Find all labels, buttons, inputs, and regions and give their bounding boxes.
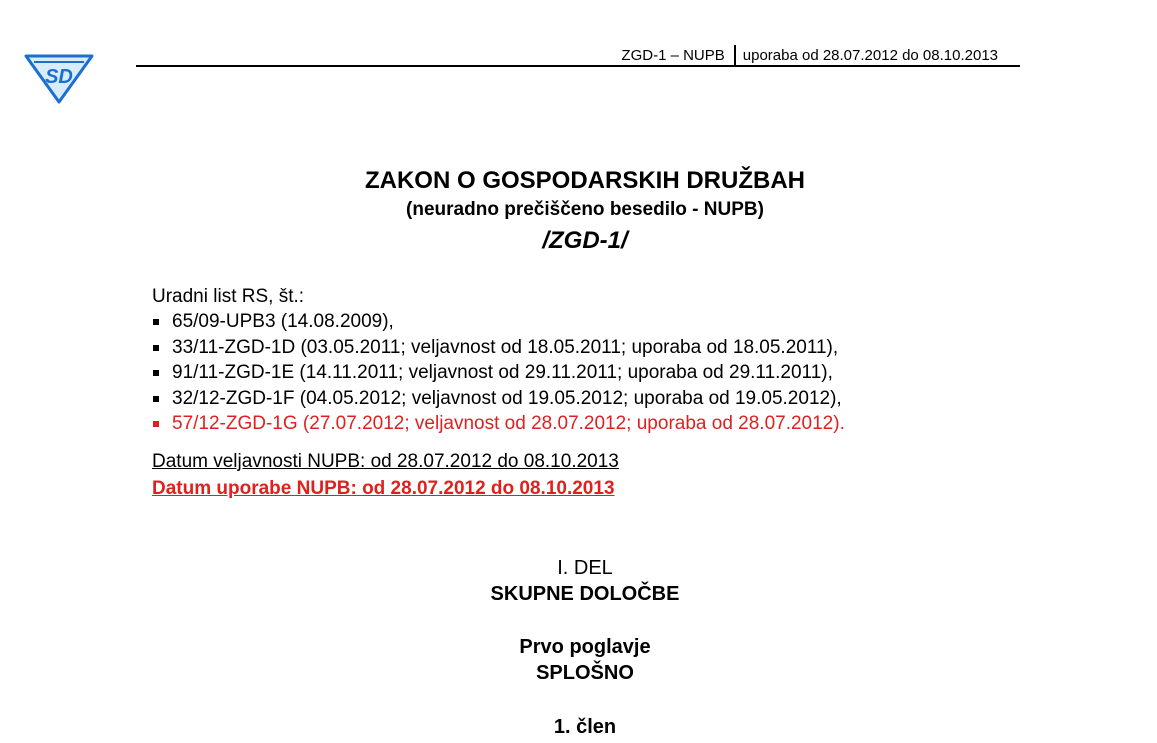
document-short-name: /ZGD-1/: [542, 227, 628, 254]
gazette-item: 33/11-ZGD-1D (03.05.2011; veljavnost od 18.05.2011; uporaba od 18.05.2011),: [152, 335, 845, 361]
validity-date: Datum veljavnosti NUPB: od 28.07.2012 do 08.10.2013: [152, 451, 619, 472]
sd-shield-logo-icon: [22, 50, 96, 104]
chapter-title: SPLOŠNO: [536, 662, 634, 684]
usage-date: Datum uporabe NUPB: od 28.07.2012 do 08.10.2013: [152, 478, 615, 499]
page-header: [136, 42, 1020, 67]
part-number: I. DEL: [557, 557, 613, 579]
gazette-label: Uradni list RS, št.:: [152, 286, 305, 307]
part-title: SKUPNE DOLOČBE: [490, 583, 680, 605]
bullet-icon: [153, 319, 159, 325]
bullet-icon: [153, 345, 159, 351]
gazette-item: 91/11-ZGD-1E (14.11.2011; veljavnost od 29.11.2011; uporaba od 29.11.2011),: [152, 360, 845, 386]
header-meta: [621, 45, 998, 65]
svg-text:SD: SD: [45, 66, 73, 88]
header-usage-period: uporaba od 28.07.2012 do 08.10.2013: [742, 47, 998, 64]
header-separator: [734, 45, 736, 65]
document-subtitle: (neuradno prečiščeno besedilo - NUPB): [406, 199, 764, 220]
bullet-icon: [153, 396, 159, 402]
header-doc-code: ZGD-1 – NUPB: [621, 47, 725, 64]
gazette-item-current: 57/12-ZGD-1G (27.07.2012; veljavnost od 28.07.2012; uporaba od 28.07.2012).: [152, 411, 845, 437]
chapter-number: Prvo poglavje: [519, 636, 651, 658]
gazette-list: [152, 284, 845, 437]
document-title: ZAKON O GOSPODARSKIH DRUŽBAH: [364, 167, 805, 194]
bullet-icon: [153, 370, 159, 376]
gazette-item: 65/09-UPB3 (14.08.2009),: [152, 309, 845, 335]
article-number: 1. člen: [553, 716, 617, 738]
gazette-item: 32/12-ZGD-1F (04.05.2012; veljavnost od 19.05.2012; uporaba od 19.05.2012),: [152, 386, 845, 412]
bullet-icon: [153, 421, 159, 427]
